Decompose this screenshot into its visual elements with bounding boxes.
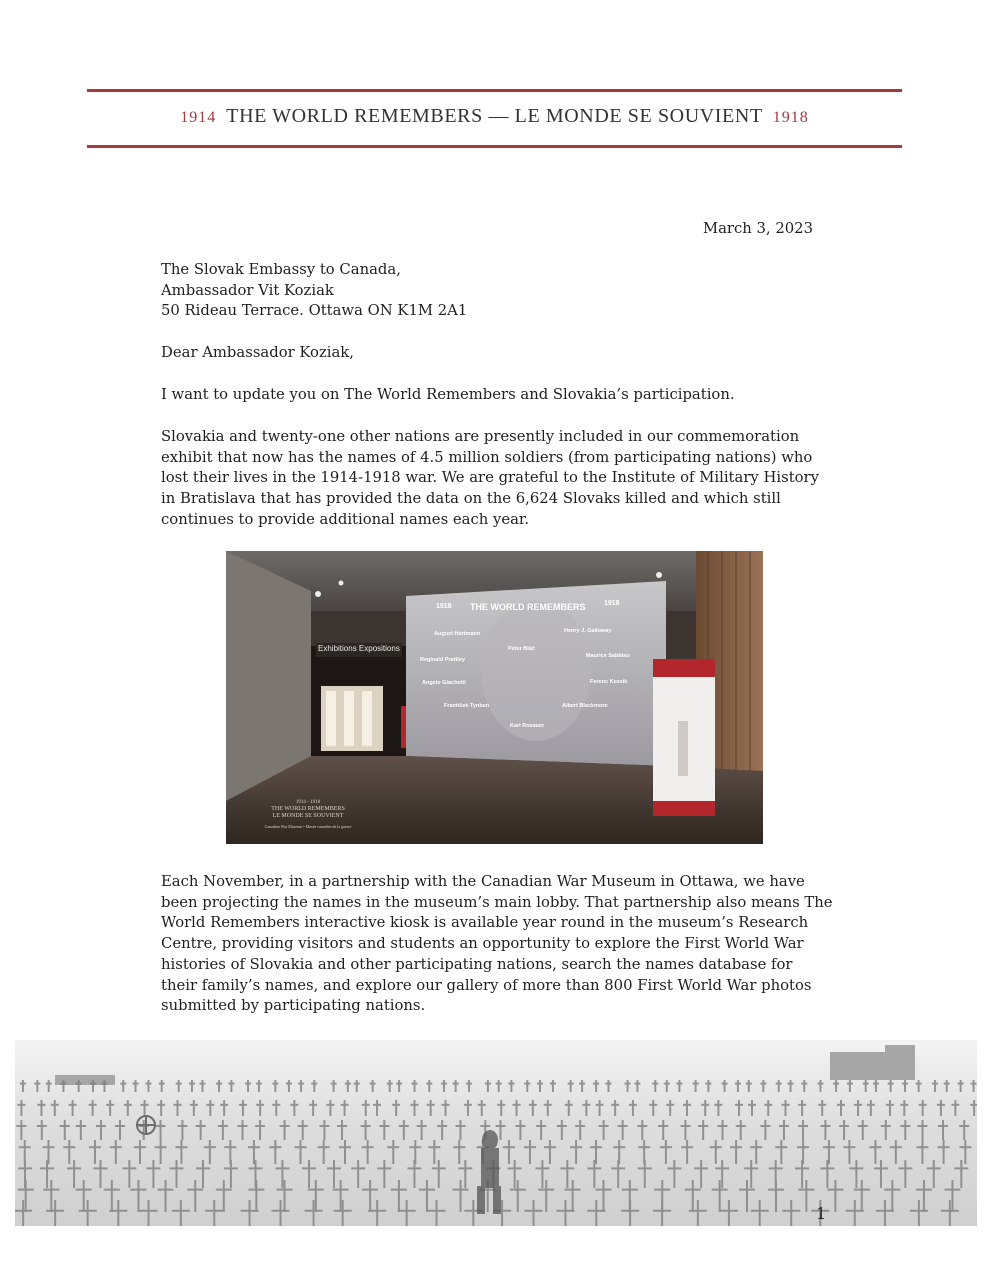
address-line: The Slovak Embassy to Canada, [161, 261, 401, 278]
letterhead-year-start: 1914 [180, 109, 217, 126]
header-rule-bottom [87, 145, 902, 148]
projected-name: August Hartmann [434, 631, 481, 637]
exhibitions-sign: Exhibitions Expositions [318, 644, 400, 653]
header-rule-top [87, 89, 902, 92]
paragraph-intro: I want to update you on The World Remembers and Slovakia’s participation. [161, 386, 735, 403]
recipient-address [161, 260, 467, 322]
wall-title: THE WORLD REMEMBERS [470, 602, 586, 612]
wall-year-left: 1918 [436, 603, 452, 610]
projected-name: Maurice Sabbiau [586, 653, 630, 659]
watermark-title: THE WORLD REMEMBERS [271, 806, 345, 812]
cemetery-footer-image [15, 1040, 977, 1226]
salutation: Dear Ambassador Koziak, [161, 344, 354, 361]
watermark-credit: Canadian War Museum • Musée canadien de la guerre [264, 824, 352, 829]
address-line: 50 Rideau Terrace. Ottawa ON K1M 2A1 [161, 302, 468, 320]
projected-name: Karl Rosauer [510, 723, 545, 729]
address-line: Ambassador Vit Koziak [161, 281, 334, 299]
letterhead-title: THE WORLD REMEMBERS — LE MONDE SE SOUVIENT [226, 105, 763, 127]
projected-name: Peter Blač [508, 646, 535, 652]
projected-name: Ferenc Kozsik [590, 679, 628, 685]
wall-year-right: 1918 [604, 600, 620, 607]
projected-name: Albert Blackmore [562, 703, 608, 709]
letter-date: March 3, 2023 [702, 220, 813, 237]
page-number: 1 [816, 1204, 827, 1223]
letterhead [87, 105, 902, 128]
photo-watermark [248, 799, 368, 830]
paragraph-participation: Slovakia and twenty-one other nations are presently included in our commemoration exhibit that now has the names of 4.5 million soldiers (from participating nations) who lost their lives in the 1914-1918 war. We are grateful to the Institute of Military History in Bratislava that has provided the data on the 6,624 Slovaks killed and which still continues to provide additional names each year. [161, 428, 819, 528]
projected-name: František Tynben [444, 703, 490, 709]
paragraph-partnership: Each November, in a partnership with the Canadian War Museum in Ottawa, we have been projecting the names in the museum’s main lobby. That partnership also means The World Remembers interactive kiosk is available year round in the museum’s Research Centre, providing visitors and students an opportunity to explore the First World War histories of Slovakia and other participating nations, search the names database for their family’s names, and explore our gallery of more than 800 First World War photos submitted by participating nations. [161, 873, 833, 1015]
watermark-years: 1914 - 1918 [295, 800, 321, 805]
projected-name: Henry J. Galloway [564, 628, 612, 634]
projected-name: Angelo Giachetti [422, 680, 466, 686]
letterhead-year-end: 1918 [772, 109, 809, 126]
watermark-subtitle: LE MONDE SE SOUVIENT [272, 813, 344, 819]
projected-name: Reginald Prattley [420, 657, 465, 663]
museum-lobby-photo [226, 551, 763, 844]
